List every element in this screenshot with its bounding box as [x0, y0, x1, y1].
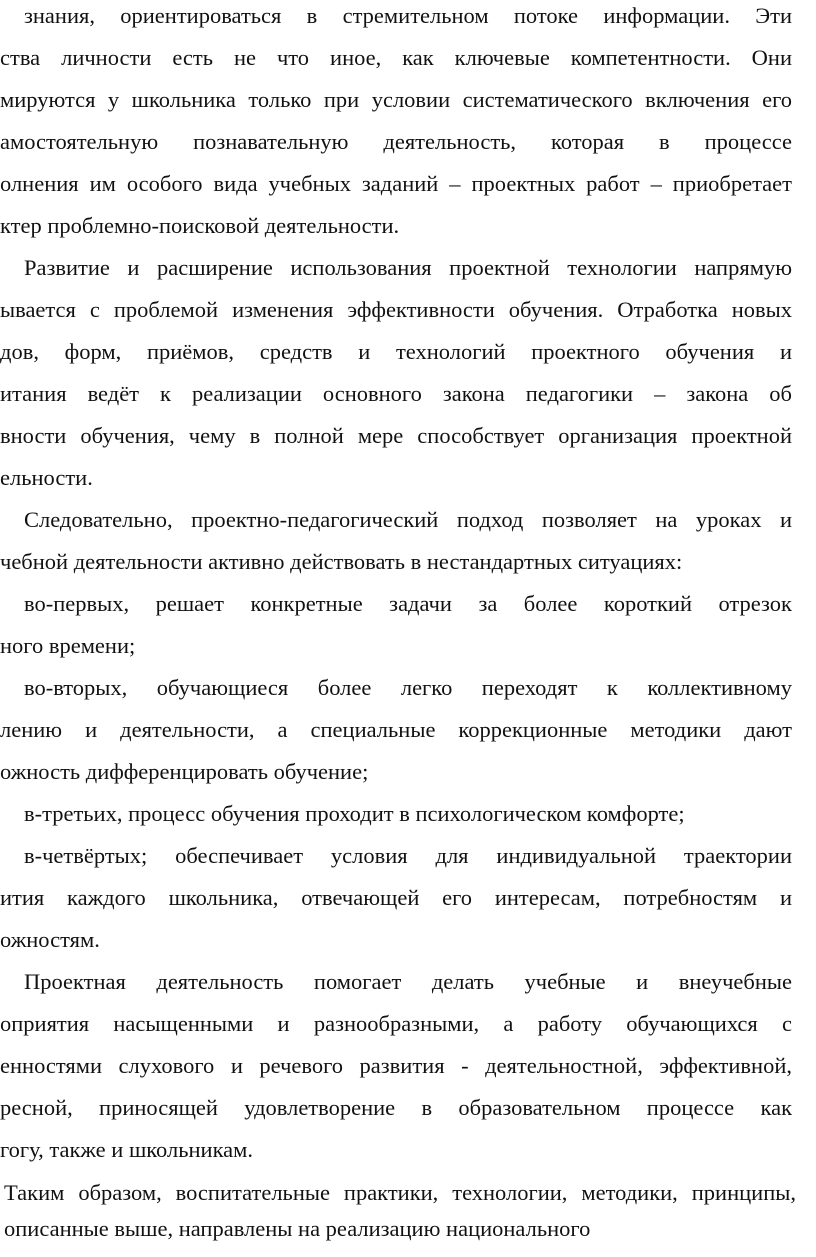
text-line: в-третьих, процесс обучения проходит в психологическом комфорте;: [24, 801, 685, 826]
text-line: ного времени;: [0, 633, 136, 658]
text-line: гогу, также и школьникам.: [0, 1137, 254, 1162]
text-line: чебной деятельности активно действовать в нестандартных ситуациях:: [0, 549, 683, 574]
text-line: олнения им особого вида учебных заданий – проектных работ – приобретает: [0, 171, 792, 196]
text-line: Следовательно, проектно-педагогический подход позволяет на уроках и: [24, 507, 792, 532]
text-line: ресной, приносящей удовлетворение в образовательном процессе как: [0, 1095, 792, 1120]
text-line: Таким образом, воспитательные практики, технологии, методики, принципы,: [4, 1180, 796, 1205]
text-line: дов, форм, приёмов, средств и технологий проектного обучения и: [0, 339, 792, 364]
text-line: знания, ориентироваться в стремительном потоке информации. Эти: [24, 3, 792, 28]
text-line: енностями слухового и речевого развития - деятельностной, эффективной,: [0, 1053, 792, 1078]
text-line: оприятия насыщенными и разнообразными, а работу обучающихся с: [0, 1011, 792, 1036]
text-line: во-вторых, обучающиеся более легко переходят к коллективному: [24, 675, 792, 700]
text-line: ожность дифференцировать обучение;: [0, 759, 369, 784]
text-line: ывается с проблемой изменения эффективности обучения. Отработка новых: [0, 297, 792, 322]
text-line: Проектная деятельность помогает делать учебные и внеучебные: [24, 969, 792, 994]
text-line: ктер проблемно-поисковой деятельности.: [0, 213, 400, 238]
text-line: вности обучения, чему в полной мере способствует организация проектной: [0, 423, 792, 448]
text-line: ельности.: [0, 465, 93, 490]
text-line: описанные выше, направлены на реализацию национального: [4, 1216, 591, 1241]
text-line: во-первых, решает конкретные задачи за более короткий отрезок: [24, 591, 792, 616]
text-line: Развитие и расширение использования проектной технологии напрямую: [24, 255, 792, 280]
text-line: итания ведёт к реализации основного закона педагогики – закона об: [0, 381, 792, 406]
text-line: ития каждого школьника, отвечающей его интересам, потребностям и: [0, 885, 792, 910]
text-line: ожностям.: [0, 927, 100, 952]
text-line: в-четвёртых; обеспечивает условия для индивидуальной траектории: [24, 843, 792, 868]
text-line: амостоятельную познавательную деятельность, которая в процессе: [0, 129, 792, 154]
text-line: лению и деятельности, а специальные коррекционные методики дают: [0, 717, 792, 742]
text-line: ства личности есть не что иное, как ключевые компетентности. Они: [0, 45, 792, 70]
text-line: мируются у школьника только при условии систематического включения его: [0, 87, 792, 112]
